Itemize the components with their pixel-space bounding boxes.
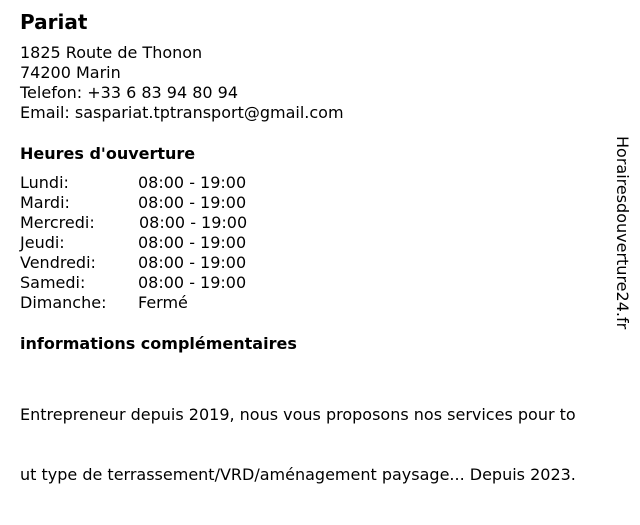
time-value: 08:00 - 19:00 bbox=[138, 193, 247, 212]
hours-row-thursday bbox=[20, 233, 320, 253]
info-line-1: Entrepreneur depuis 2019, nous vous proposons nos services pour to bbox=[20, 405, 576, 424]
phone-line: Telefon: +33 6 83 94 80 94 bbox=[20, 83, 239, 102]
hours-table bbox=[20, 173, 320, 313]
day-label: Lundi: bbox=[20, 173, 69, 192]
hours-row-tuesday bbox=[20, 193, 320, 213]
info-description bbox=[20, 365, 640, 525]
time-value: 08:00 - 19:00 bbox=[139, 213, 248, 232]
hours-title: Heures d'ouverture bbox=[20, 144, 196, 163]
day-label: Mardi: bbox=[20, 193, 70, 212]
time-value: 08:00 - 19:00 bbox=[138, 233, 247, 252]
day-label: Dimanche: bbox=[20, 293, 107, 312]
business-name: Pariat bbox=[20, 10, 88, 34]
site-watermark bbox=[612, 136, 632, 346]
address-line-1: 1825 Route de Thonon bbox=[20, 43, 203, 62]
watermark-text: Horairesdouverture24.fr bbox=[613, 136, 632, 330]
time-value: 08:00 - 19:00 bbox=[138, 173, 247, 192]
info-line-2: ut type de terrassement/VRD/aménagement paysage... Depuis 2023. bbox=[20, 465, 576, 484]
day-label: Vendredi: bbox=[20, 253, 96, 272]
hours-row-friday bbox=[20, 253, 320, 273]
day-label: Mercredi: bbox=[20, 213, 95, 232]
day-label: Jeudi: bbox=[20, 233, 65, 252]
address-line-2: 74200 Marin bbox=[20, 63, 121, 82]
info-title: informations complémentaires bbox=[20, 334, 297, 353]
hours-row-saturday bbox=[20, 273, 320, 293]
hours-row-monday bbox=[20, 173, 320, 193]
time-value: 08:00 - 19:00 bbox=[138, 253, 247, 272]
email-line: Email: saspariat.tptransport@gmail.com bbox=[20, 103, 344, 122]
hours-row-sunday bbox=[20, 293, 320, 313]
time-value: Fermé bbox=[138, 293, 188, 312]
hours-row-wednesday bbox=[20, 213, 320, 233]
day-label: Samedi: bbox=[20, 273, 86, 292]
time-value: 08:00 - 19:00 bbox=[138, 273, 247, 292]
contact-block bbox=[20, 43, 344, 123]
